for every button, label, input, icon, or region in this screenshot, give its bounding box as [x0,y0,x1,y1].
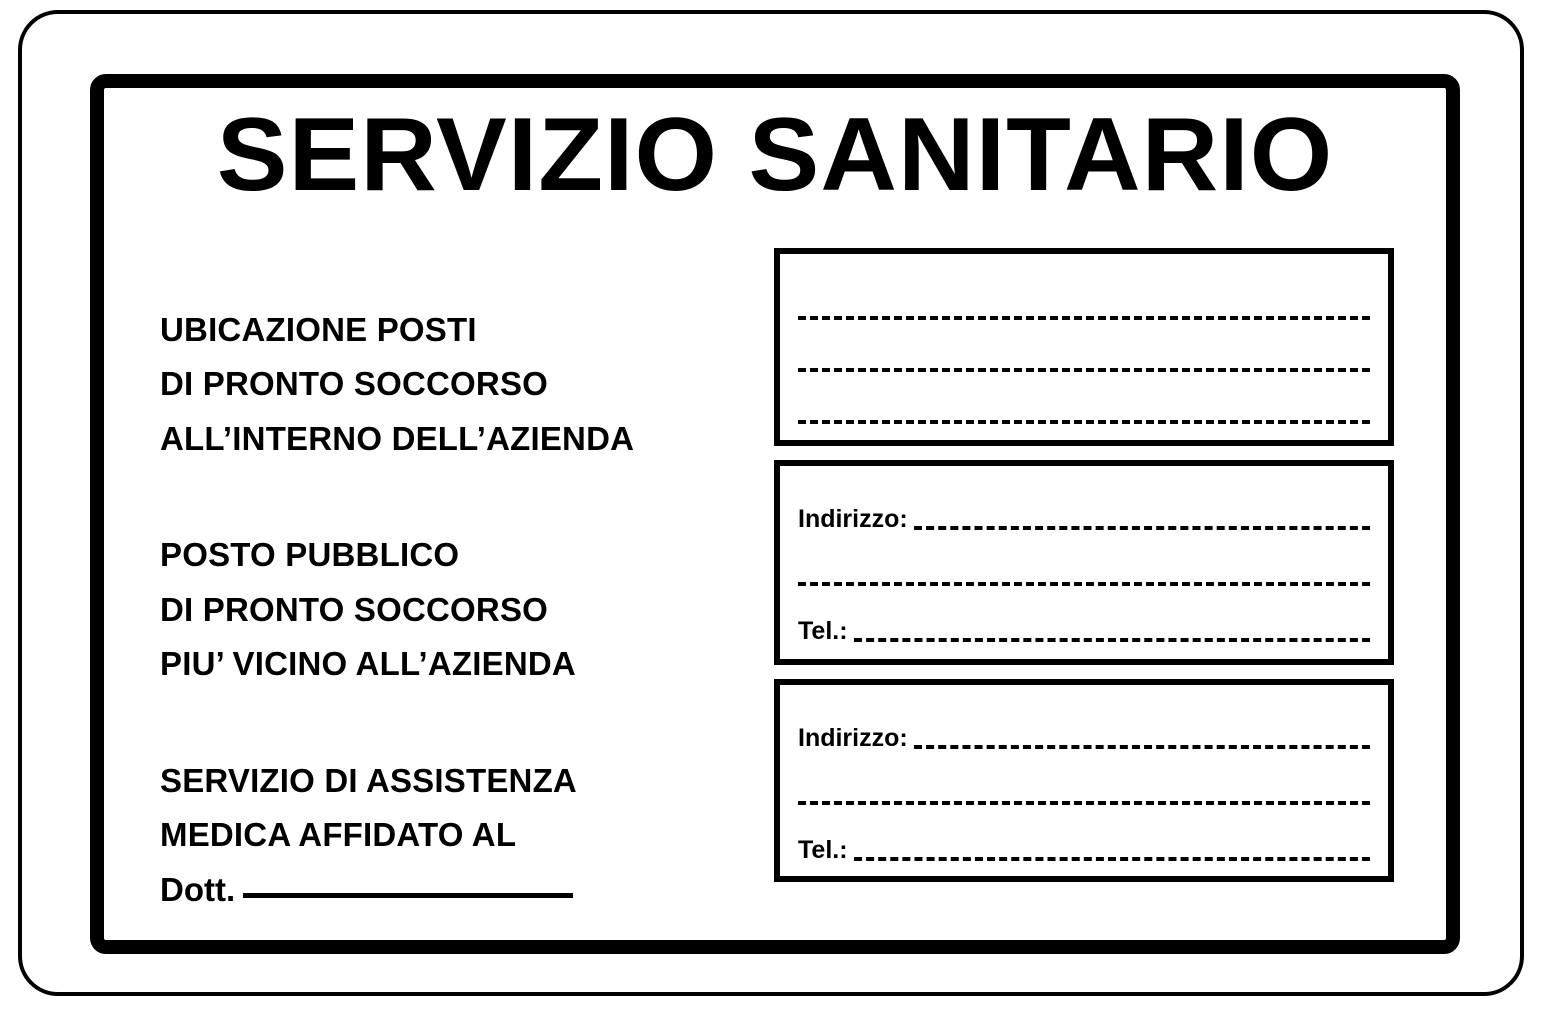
write-in-line[interactable] [798,368,1370,372]
label-line: ALL’INTERNO DELL’AZIENDA [160,419,635,457]
indirizzo-field[interactable] [914,745,1370,749]
write-in-line[interactable] [798,582,1370,586]
indirizzo-label: Indirizzo: [798,505,908,533]
tel-label: Tel.: [798,836,848,864]
field-row-indirizzo [798,480,1370,536]
label-line: SERVIZIO DI ASSISTENZA [160,761,577,799]
label-line: DI PRONTO SOCCORSO [160,590,549,628]
right-fields-column [774,248,1394,896]
field-box-posto-pubblico [774,460,1394,665]
field-row [798,378,1370,430]
label-line: MEDICA AFFIDATO AL [160,816,517,854]
page-title: SERVIZIO SANITARIO [216,97,1334,213]
indirizzo-label: Indirizzo: [798,724,908,752]
write-in-line[interactable] [798,316,1370,320]
sign-outer-border [18,10,1524,996]
left-label-column [160,303,760,917]
tel-field[interactable] [854,857,1370,861]
indirizzo-field[interactable] [914,526,1370,530]
label-line: UBICAZIONE POSTI [160,311,477,348]
field-row [798,536,1370,592]
doctor-label: Dott. [160,870,236,908]
doctor-name-row [160,863,760,917]
label-line: POSTO PUBBLICO [160,536,460,574]
field-row-tel [798,811,1370,867]
tel-label: Tel.: [798,617,848,645]
label-line: DI PRONTO SOCCORSO [160,365,549,403]
field-box-assistenza-medica [774,679,1394,882]
tel-field[interactable] [854,638,1370,642]
label-line: PIU’ VICINO ALL’AZIENDA [160,645,576,683]
field-row-tel [798,592,1370,648]
field-box-ubicazione [774,248,1394,446]
write-in-line[interactable] [798,801,1370,805]
label-block-assistenza-medica [160,754,760,917]
field-row-indirizzo [798,699,1370,755]
doctor-name-field[interactable] [243,893,573,898]
sign-inner-frame [90,74,1460,954]
field-row [798,755,1370,811]
field-row [798,268,1370,326]
write-in-line[interactable] [798,420,1370,424]
label-block-posto-pubblico [160,528,760,691]
label-block-ubicazione [160,303,760,466]
field-row [798,326,1370,378]
